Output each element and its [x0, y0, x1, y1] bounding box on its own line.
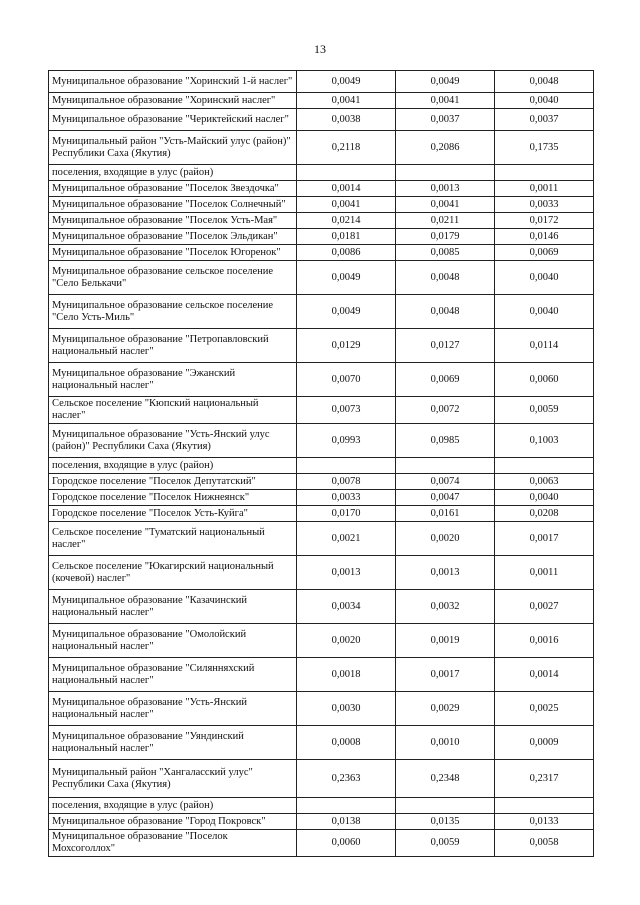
row-value-3-cell: 0,0059 [495, 397, 594, 424]
row-value-3-cell: 0,0040 [495, 93, 594, 109]
row-value-2-cell: 0,0019 [396, 624, 495, 658]
table-row [49, 397, 594, 424]
table-row [49, 197, 594, 213]
row-value-2-cell [396, 798, 495, 814]
row-value-3-cell [495, 458, 594, 474]
row-value-3-cell: 0,0058 [495, 830, 594, 857]
row-value-3-cell: 0,0133 [495, 814, 594, 830]
row-value-2-cell: 0,0010 [396, 726, 495, 760]
table-row [49, 490, 594, 506]
row-name-cell: Муниципальное образование сельское поселение "Село Усть-Миль" [49, 295, 297, 329]
table-row [49, 474, 594, 490]
row-name-cell: поселения, входящие в улус (район) [49, 165, 297, 181]
row-name-cell: Городское поселение "Поселок Депутатский" [49, 474, 297, 490]
table-row [49, 624, 594, 658]
row-name-cell: Муниципальное образование "Город Покровск" [49, 814, 297, 830]
row-name-cell: Муниципальное образование "Поселок Усть-Мая" [49, 213, 297, 229]
table-row [49, 830, 594, 857]
row-value-2-cell: 0,0013 [396, 181, 495, 197]
row-value-3-cell [495, 165, 594, 181]
row-value-2-cell [396, 458, 495, 474]
table-row [49, 71, 594, 93]
row-value-1-cell: 0,0013 [297, 556, 396, 590]
row-value-1-cell: 0,0129 [297, 329, 396, 363]
row-value-1-cell: 0,0014 [297, 181, 396, 197]
row-value-3-cell: 0,0048 [495, 71, 594, 93]
table-row [49, 261, 594, 295]
row-value-2-cell: 0,0037 [396, 109, 495, 131]
row-value-3-cell: 0,0069 [495, 245, 594, 261]
table-row [49, 213, 594, 229]
row-value-1-cell: 0,0018 [297, 658, 396, 692]
row-value-1-cell: 0,2118 [297, 131, 396, 165]
data-table [48, 70, 594, 857]
row-value-1-cell: 0,0170 [297, 506, 396, 522]
row-value-1-cell [297, 165, 396, 181]
row-value-3-cell: 0,0040 [495, 295, 594, 329]
row-value-1-cell: 0,0021 [297, 522, 396, 556]
table-row [49, 295, 594, 329]
row-value-2-cell: 0,2086 [396, 131, 495, 165]
row-value-2-cell: 0,0013 [396, 556, 495, 590]
table-row [49, 165, 594, 181]
row-value-1-cell: 0,0086 [297, 245, 396, 261]
row-value-2-cell: 0,0020 [396, 522, 495, 556]
row-name-cell: Муниципальное образование "Силянняхский национальный наслег" [49, 658, 297, 692]
table-row [49, 760, 594, 798]
table-row [49, 798, 594, 814]
row-value-1-cell: 0,0049 [297, 71, 396, 93]
table-row [49, 229, 594, 245]
row-value-3-cell: 0,0025 [495, 692, 594, 726]
row-value-3-cell: 0,0027 [495, 590, 594, 624]
row-value-2-cell: 0,0017 [396, 658, 495, 692]
row-value-1-cell: 0,0060 [297, 830, 396, 857]
row-value-1-cell: 0,0038 [297, 109, 396, 131]
row-value-2-cell: 0,0047 [396, 490, 495, 506]
row-value-3-cell: 0,0017 [495, 522, 594, 556]
row-name-cell: Муниципальное образование "Петропавловский национальный наслег" [49, 329, 297, 363]
row-value-3-cell: 0,2317 [495, 760, 594, 798]
row-value-3-cell: 0,0009 [495, 726, 594, 760]
row-value-2-cell: 0,0059 [396, 830, 495, 857]
table-row [49, 424, 594, 458]
row-value-3-cell: 0,0208 [495, 506, 594, 522]
table-row [49, 590, 594, 624]
row-value-2-cell: 0,0161 [396, 506, 495, 522]
row-value-3-cell: 0,0063 [495, 474, 594, 490]
table-row [49, 522, 594, 556]
row-value-3-cell: 0,0114 [495, 329, 594, 363]
table-row [49, 692, 594, 726]
table-row [49, 814, 594, 830]
row-value-1-cell: 0,0049 [297, 295, 396, 329]
row-name-cell: Муниципальное образование "Казачинский национальный наслег" [49, 590, 297, 624]
row-value-3-cell: 0,0011 [495, 181, 594, 197]
row-name-cell: Муниципальное образование "Хоринский 1-й наслег" [49, 71, 297, 93]
row-value-1-cell: 0,0181 [297, 229, 396, 245]
row-value-2-cell: 0,0069 [396, 363, 495, 397]
row-value-2-cell: 0,0041 [396, 197, 495, 213]
row-value-1-cell [297, 458, 396, 474]
row-value-2-cell: 0,0032 [396, 590, 495, 624]
table-row [49, 556, 594, 590]
row-value-2-cell: 0,0048 [396, 295, 495, 329]
table-row [49, 658, 594, 692]
row-value-3-cell: 0,0146 [495, 229, 594, 245]
row-name-cell: Городское поселение "Поселок Нижнеянск" [49, 490, 297, 506]
row-name-cell: Муниципальное образование "Поселок Солнечный" [49, 197, 297, 213]
table-body [49, 71, 594, 857]
row-name-cell: Муниципальное образование сельское поселение "Село Белькачи" [49, 261, 297, 295]
row-name-cell: Муниципальное образование "Усть-Янский национальный наслег" [49, 692, 297, 726]
table-row [49, 506, 594, 522]
table-row [49, 363, 594, 397]
row-name-cell: Сельское поселение "Кюпский национальный наслег" [49, 397, 297, 424]
row-name-cell: Муниципальный район "Усть-Майский улус (район)" Республики Саха (Якутия) [49, 131, 297, 165]
row-value-3-cell: 0,0016 [495, 624, 594, 658]
table-row [49, 458, 594, 474]
row-value-1-cell: 0,2363 [297, 760, 396, 798]
row-value-1-cell: 0,0138 [297, 814, 396, 830]
row-value-2-cell: 0,0041 [396, 93, 495, 109]
row-value-3-cell: 0,0011 [495, 556, 594, 590]
row-name-cell: Муниципальное образование "Усть-Янский улус (район)" Республики Саха (Якутия) [49, 424, 297, 458]
row-name-cell: Муниципальное образование "Хоринский наслег" [49, 93, 297, 109]
table-row [49, 726, 594, 760]
row-value-1-cell: 0,0041 [297, 197, 396, 213]
row-value-3-cell: 0,0040 [495, 490, 594, 506]
row-name-cell: поселения, входящие в улус (район) [49, 798, 297, 814]
row-name-cell: Муниципальное образование "Эжанский национальный наслег" [49, 363, 297, 397]
row-name-cell: Муниципальное образование "Уяндинский национальный наслег" [49, 726, 297, 760]
row-value-2-cell: 0,0127 [396, 329, 495, 363]
row-name-cell: Муниципальное образование "Поселок Мохсоголлох" [49, 830, 297, 857]
row-value-3-cell: 0,0060 [495, 363, 594, 397]
row-value-1-cell: 0,0049 [297, 261, 396, 295]
row-value-2-cell: 0,0072 [396, 397, 495, 424]
row-value-1-cell: 0,0070 [297, 363, 396, 397]
row-name-cell: Сельское поселение "Туматский национальный наслег" [49, 522, 297, 556]
row-name-cell: поселения, входящие в улус (район) [49, 458, 297, 474]
row-value-1-cell: 0,0073 [297, 397, 396, 424]
row-value-2-cell: 0,0135 [396, 814, 495, 830]
row-value-3-cell: 0,1003 [495, 424, 594, 458]
row-value-1-cell: 0,0993 [297, 424, 396, 458]
row-value-2-cell: 0,0029 [396, 692, 495, 726]
row-value-2-cell [396, 165, 495, 181]
row-value-3-cell: 0,1735 [495, 131, 594, 165]
row-value-3-cell: 0,0014 [495, 658, 594, 692]
row-value-2-cell: 0,0049 [396, 71, 495, 93]
row-value-2-cell: 0,0985 [396, 424, 495, 458]
table-row [49, 245, 594, 261]
row-name-cell: Муниципальное образование "Поселок Эльдикан" [49, 229, 297, 245]
row-value-1-cell: 0,0030 [297, 692, 396, 726]
page-number: 13 [314, 42, 326, 56]
row-name-cell: Сельское поселение "Юкагирский национальный (кочевой) наслег" [49, 556, 297, 590]
table-row [49, 131, 594, 165]
row-name-cell: Городское поселение "Поселок Усть-Куйга" [49, 506, 297, 522]
row-name-cell: Муниципальное образование "Поселок Югоренок" [49, 245, 297, 261]
row-value-3-cell: 0,0040 [495, 261, 594, 295]
row-value-1-cell: 0,0033 [297, 490, 396, 506]
row-value-3-cell [495, 798, 594, 814]
row-name-cell: Муниципальное образование "Чериктейский наслег" [49, 109, 297, 131]
row-value-1-cell [297, 798, 396, 814]
table-row [49, 93, 594, 109]
row-value-2-cell: 0,2348 [396, 760, 495, 798]
table-row [49, 109, 594, 131]
row-value-2-cell: 0,0085 [396, 245, 495, 261]
table-row [49, 181, 594, 197]
row-value-1-cell: 0,0020 [297, 624, 396, 658]
row-value-1-cell: 0,0034 [297, 590, 396, 624]
table-row [49, 329, 594, 363]
row-value-1-cell: 0,0008 [297, 726, 396, 760]
row-name-cell: Муниципальное образование "Омолойский национальный наслег" [49, 624, 297, 658]
row-value-1-cell: 0,0078 [297, 474, 396, 490]
row-value-2-cell: 0,0211 [396, 213, 495, 229]
row-name-cell: Муниципальное образование "Поселок Звездочка" [49, 181, 297, 197]
row-value-2-cell: 0,0074 [396, 474, 495, 490]
row-value-1-cell: 0,0214 [297, 213, 396, 229]
row-value-3-cell: 0,0033 [495, 197, 594, 213]
row-value-3-cell: 0,0172 [495, 213, 594, 229]
row-value-2-cell: 0,0179 [396, 229, 495, 245]
row-name-cell: Муниципальный район "Хангаласский улус" Республики Саха (Якутия) [49, 760, 297, 798]
row-value-3-cell: 0,0037 [495, 109, 594, 131]
row-value-1-cell: 0,0041 [297, 93, 396, 109]
row-value-2-cell: 0,0048 [396, 261, 495, 295]
